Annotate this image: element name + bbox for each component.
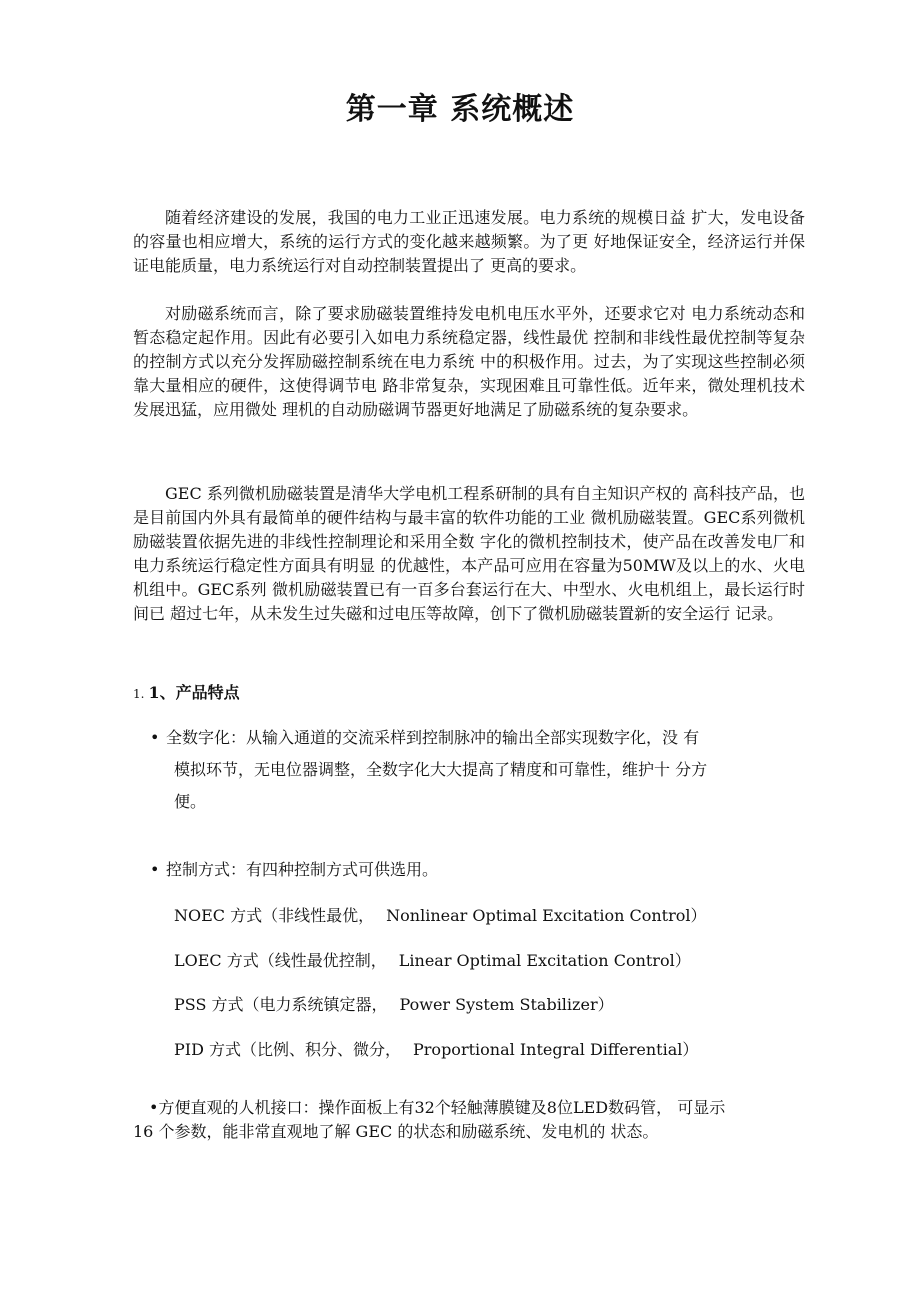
intro-paragraph-2: 对励磁系统而言，除了要求励磁装置维持发电机电压水平外，还要求它对 电力系统动态和暂态稳定起作用。因此有必要引入如电力系统稳定器，线性最优 控制和非线性最优控制等复杂的控制方式以充分发挥励磁控制系统在电力系统 中的积极作用。过去，为了实现这些控制必须靠大量相应的硬件，这使得调节电 路非常复杂，实现困难且可靠性低。近年来，微处理机技术发展迅猛，应用微处 理机的自动励磁调节器更好地满足了励磁系统的复杂要求。 — [133, 304, 805, 419]
feature-control-intro: 控制方式：有四种控制方式可供选用。 — [166, 860, 439, 879]
control-mode-cn: PID 方式（比例、积分、微分， — [174, 1040, 402, 1059]
control-mode-loec — [174, 949, 691, 973]
control-mode-cn: PSS 方式（电力系统镇定器， — [174, 995, 388, 1014]
intro-paragraph-1: 随着经济建设的发展，我国的电力工业正迅速发展。电力系统的规模日益 扩大，发电设备的容量也相应增大，系统的运行方式的变化越来越频繁。为了更 好地保证安全，经济运行并保证电能质量，电力系统运行对自动控制装置提出了 更高的要求。 — [133, 208, 805, 275]
intro-paragraph-3: GEC 系列微机励磁装置是清华大学电机工程系研制的具有自主知识产权的 高科技产品，也是目前国内外具有最简单的硬件结构与最丰富的软件功能的工业 微机励磁装置。GEC系列微机励磁装置依据先进的非线性控制理论和采用全数 字化的微机控制技术，使产品在改善发电厂和电力系统运行稳定性方面具有明显 的优越性，本产品可应用在容量为50MW及以上的水、火电机组中。GEC系列 微机励磁装置已有一百多台套运行在大、中型水、火电机组上，最长运行时间已 超过七年，从未发生过失磁和过电压等故障，创下了微机励磁装置新的安全运行 记录。 — [133, 484, 805, 623]
control-mode-en: Proportional Integral Differential） — [413, 1040, 699, 1059]
bullet-icon: • — [150, 860, 160, 879]
control-mode-noec — [174, 904, 707, 928]
bullet-icon: • — [150, 728, 160, 747]
section-heading — [133, 680, 240, 703]
control-mode-pid — [174, 1038, 698, 1062]
feature-digital-line-2: 模拟环节，无电位器调整，全数字化大大提高了精度和可靠性，维护十 分方 — [174, 760, 708, 779]
control-mode-cn: LOEC 方式（线性最优控制， — [174, 951, 387, 970]
feature-digital-line-3: 便。 — [174, 792, 207, 811]
control-mode-pss — [174, 993, 614, 1017]
feature-digital-line-1: 全数字化：从输入通道的交流采样到控制脉冲的输出全部实现数字化，没 有 — [166, 728, 700, 747]
feature-interface — [133, 1096, 805, 1144]
section-number: 1. — [133, 687, 145, 701]
bullet-icon: • — [149, 1098, 159, 1117]
feature-interface-line-1: 方便直观的人机接口：操作面板上有32个轻触薄膜键及8位LED数码管， 可显示 — [158, 1098, 726, 1117]
control-mode-en: Nonlinear Optimal Excitation Control） — [386, 906, 707, 925]
control-mode-en: Power System Stabilizer） — [399, 995, 614, 1014]
section-title: 1、产品特点 — [148, 683, 240, 702]
feature-interface-line-2: 16 个参数，能非常直观地了解 GEC 的状态和励磁系统、发电机的 状态。 — [133, 1122, 659, 1141]
feature-digital — [150, 722, 800, 818]
control-mode-en: Linear Optimal Excitation Control） — [398, 951, 691, 970]
feature-control — [150, 854, 800, 886]
page-title: 第一章 系统概述 — [345, 92, 575, 127]
control-mode-cn: NOEC 方式（非线性最优， — [174, 906, 375, 925]
